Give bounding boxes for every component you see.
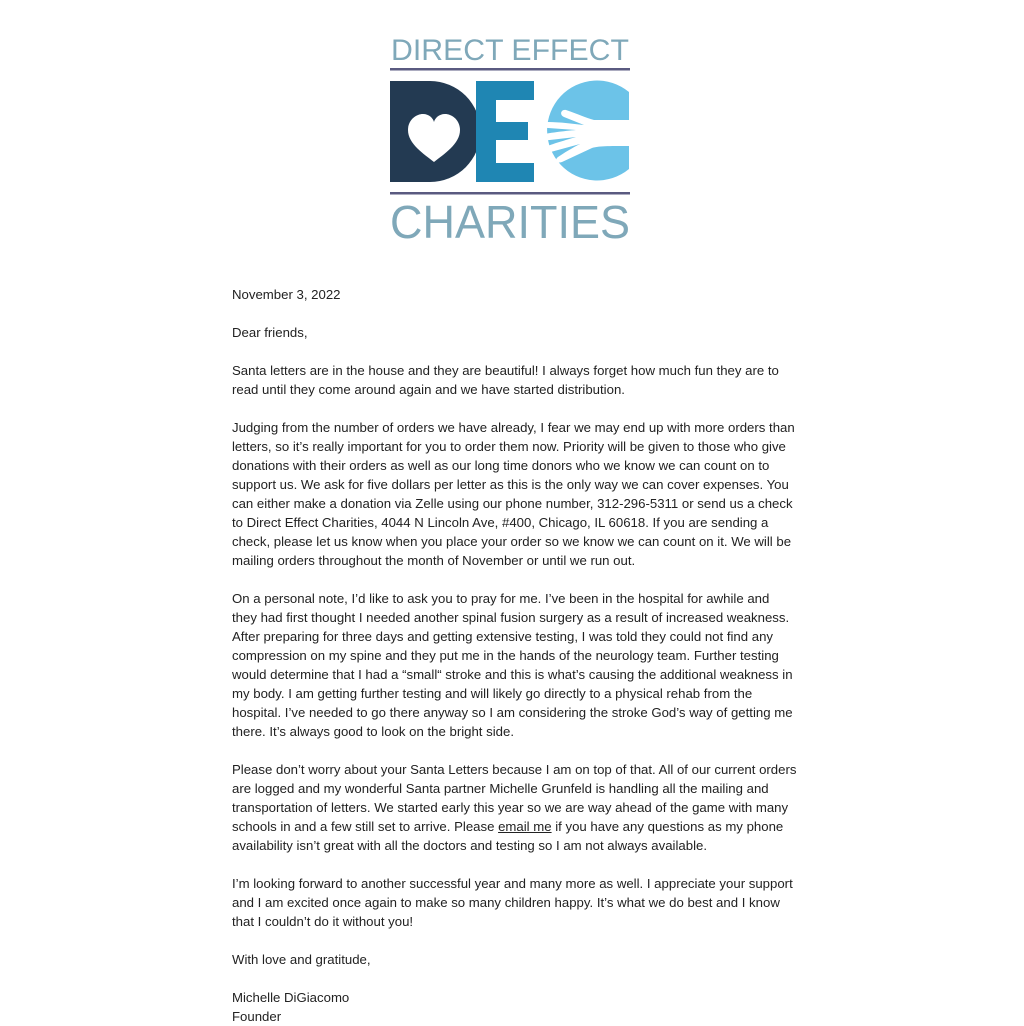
paragraph-orders-donations: Judging from the number of orders we have already, I fear we may end up with more orders than letters, so it’s really important for you to order them now. Priority will be given to those who give donations with their orders as well as our long time donors who we know we can count on to support us. We ask for five dollars per letter as this is the only way we can cover expenses. You can either make a donation via Zelle using our phone number, 312-296-5311 or send us a check to Direct Effect Charities, 4044 N Lincoln Ave, #400, Chicago, IL 60618. If you are sending a check, please let us know when you place your order so we know we can count on it. We will be mailing orders throughout the month of November or until we run out. (232, 420, 795, 568)
direct-effect-charities-logo (388, 32, 632, 244)
signature-name: Michelle DiGiacomo (232, 990, 350, 1005)
logo-bottom-text: CHARITIES (390, 196, 630, 244)
letter-body (232, 285, 797, 1026)
letter-greeting: Dear friends, (232, 325, 308, 340)
logo-top-text: DIRECT EFFECT (391, 34, 629, 67)
paragraph-text-before-link: Please don’t worry about your Santa Letters because I am on top of that. All of our current orders are logged and my wonderful Santa partner Michelle Grunfeld is handling all the mailing and transportation of letters. We started early this year so we are way ahead of the game with many schools in and a few still set to arrive. Please (232, 762, 797, 834)
letter-closing: With love and gratitude, (232, 952, 371, 967)
paragraph-looking-forward: I’m looking forward to another successful year and many more as well. I appreciate your support and I am excited once again to make so many children happy. It’s what we do best and I know that I couldn’t do it without you! (232, 876, 793, 929)
logo-top-rule (390, 68, 630, 71)
paragraph-text-after-link: if you have any questions as my phone availability isn’t great with all the doctors and testing so I am not always available. (232, 819, 784, 853)
paragraph-santa-letters-status (232, 760, 797, 855)
logo-bottom-rule (390, 192, 630, 195)
email-me-link[interactable]: email me (498, 819, 552, 834)
letter-date: November 3, 2022 (232, 287, 341, 302)
paragraph-personal-note: On a personal note, I’d like to ask you to pray for me. I’ve been in the hospital for awhile and they had first thought I needed another spinal fusion surgery as a result of increased weakness. After preparing for three days and getting extensive testing, I was told they could not find any compression on my spine and they put me in the hands of the neurology team. Further testing would determine that I had a “small“ stroke and this is what’s causing the additional weakness in my body. I am getting further testing and will likely go directly to a physical rehab from the hospital. I’ve needed to go there anyway so I am considering the stroke God’s way of getting me there. It’s always good to look on the bright side. (232, 591, 793, 739)
paragraph-santa-letters: Santa letters are in the house and they are beautiful! I always forget how much fun they are to read until they come around again and we have started distribution. (232, 363, 779, 397)
logo-e-shape (476, 81, 534, 182)
signature-title: Founder (232, 1009, 282, 1024)
